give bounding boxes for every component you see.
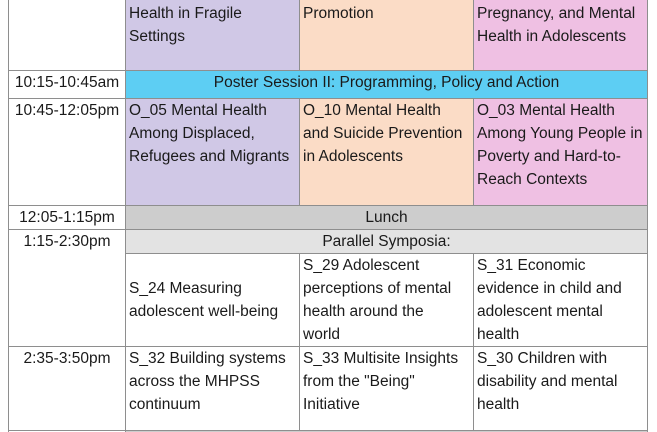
session-cell xyxy=(126,99,300,206)
time-cell: 1:15-2:30pm xyxy=(9,230,126,347)
schedule-row xyxy=(9,0,648,71)
schedule-row xyxy=(9,347,648,431)
session-line: from the "Being" xyxy=(303,373,415,390)
session-line: O_05 Mental Health xyxy=(129,102,267,119)
session-cell xyxy=(126,347,300,431)
session-line: perceptions of mental xyxy=(303,280,452,297)
session-line: evidence in child and xyxy=(477,280,622,297)
session-line: Pregnancy, and Mental xyxy=(477,5,636,22)
session-line: disability and mental xyxy=(477,373,618,390)
session-line: continuum xyxy=(129,396,201,413)
session-cell xyxy=(300,99,474,206)
session-cell xyxy=(300,254,474,347)
parallel-symposia-header: Parallel Symposia: xyxy=(126,230,648,254)
session-line: Among Young People in xyxy=(477,125,643,142)
session-cell xyxy=(474,0,648,71)
session-line: S_30 Children with xyxy=(477,350,608,367)
session-line: Promotion xyxy=(303,5,374,22)
session-line: health xyxy=(477,396,520,413)
time-cell: 12:05-1:15pm xyxy=(9,206,126,230)
session-line: O_10 Mental Health xyxy=(303,102,441,119)
poster-session-cell: Poster Session II: Programming, Policy and Action xyxy=(126,71,648,99)
session-cell xyxy=(300,0,474,71)
session-line: adolescent mental xyxy=(477,303,603,320)
session-cell xyxy=(126,254,300,347)
session-line: S_24 Measuring xyxy=(129,280,242,297)
session-line: S_29 Adolescent xyxy=(303,257,420,274)
schedule-row xyxy=(9,99,648,206)
session-line: Poverty and Hard-to- xyxy=(477,148,621,165)
session-line: adolescent well-being xyxy=(129,303,279,320)
schedule-row xyxy=(9,206,648,230)
session-cell xyxy=(474,99,648,206)
schedule-row xyxy=(9,230,648,254)
session-line: world xyxy=(303,326,341,343)
time-cell: 10:45-12:05pm xyxy=(9,99,126,206)
time-cell xyxy=(9,0,126,71)
session-line: S_31 Economic xyxy=(477,257,586,274)
session-line: Among Displaced, xyxy=(129,125,255,142)
session-cell xyxy=(474,347,648,431)
session-line: Health in Fragile xyxy=(129,5,242,22)
session-cell xyxy=(474,254,648,347)
session-line: S_33 Multisite Insights xyxy=(303,350,459,367)
session-line: Reach Contexts xyxy=(477,171,588,188)
session-line: across the MHPSS xyxy=(129,373,260,390)
schedule-table xyxy=(8,0,648,432)
schedule-row xyxy=(9,71,648,99)
session-cell xyxy=(126,0,300,71)
session-line: health around the xyxy=(303,303,424,320)
session-line: Refugees and Migrants xyxy=(129,148,290,165)
session-line: Health in Adolescents xyxy=(477,28,627,45)
lunch-cell: Lunch xyxy=(126,206,648,230)
session-line: Initiative xyxy=(303,396,360,413)
session-cell xyxy=(300,347,474,431)
time-cell: 2:35-3:50pm xyxy=(9,347,126,431)
session-line: S_32 Building systems xyxy=(129,350,286,367)
session-line: health xyxy=(477,326,520,343)
session-line: O_03 Mental Health xyxy=(477,102,615,119)
session-line: Settings xyxy=(129,28,186,45)
session-line: in Adolescents xyxy=(303,148,403,165)
time-cell: 10:15-10:45am xyxy=(9,71,126,99)
session-line: and Suicide Prevention xyxy=(303,125,463,142)
